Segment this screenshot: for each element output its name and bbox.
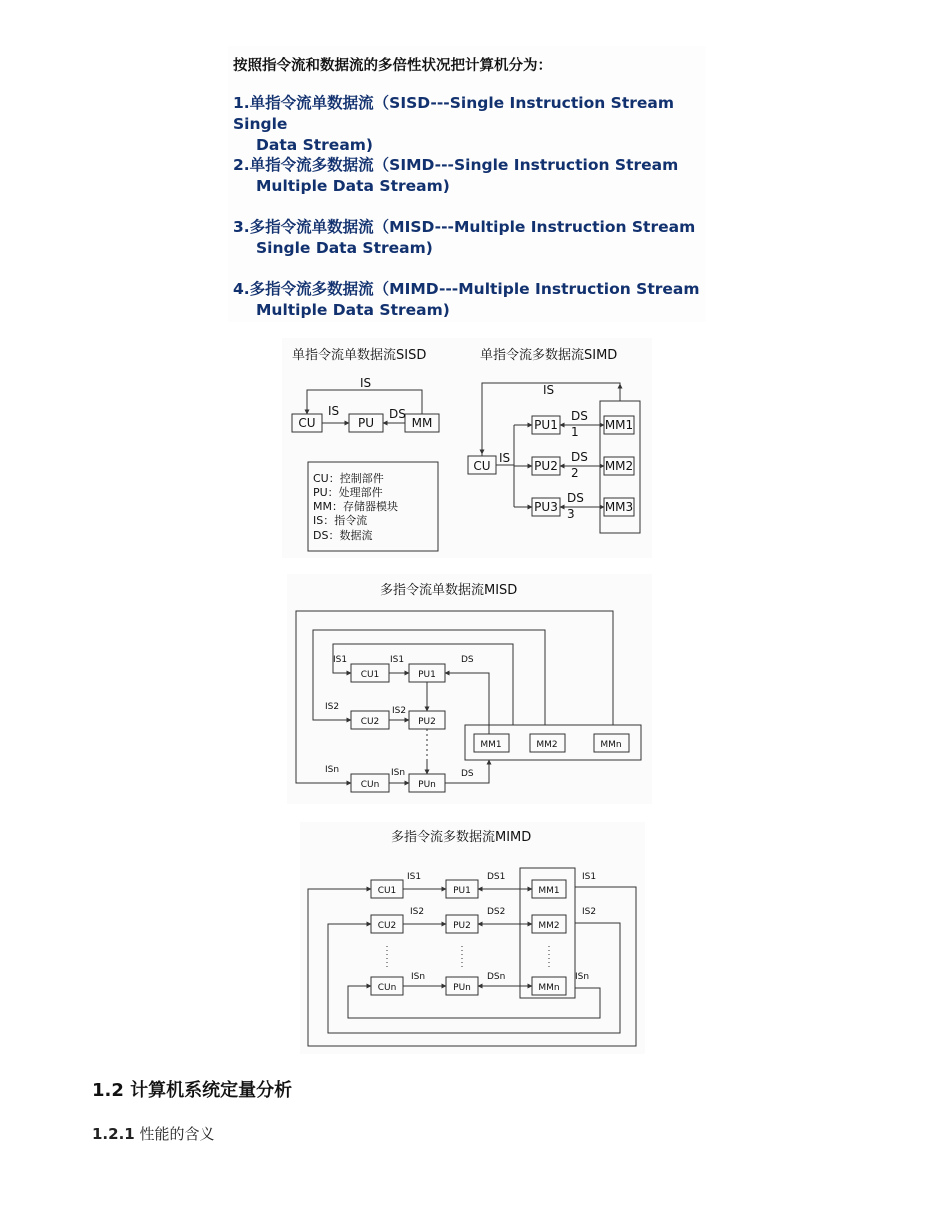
legend-item: DS：数据流 — [313, 529, 373, 542]
sisd-simd-figure — [282, 338, 652, 558]
list-item — [233, 279, 708, 321]
misd-ds-label: DS — [461, 655, 474, 665]
simd-title: 单指令流多数据流SIMD — [480, 348, 618, 363]
mimd-is-right-label: ISn — [575, 972, 590, 982]
misd-cun-label: CUn — [360, 780, 380, 790]
section-heading: 1.2 计算机系统定量分析 — [92, 1080, 293, 1101]
item-line: Multiple Data Stream) — [256, 301, 450, 319]
mimd-is-label: IS2 — [410, 907, 425, 917]
item-line: 1.单指令流单数据流（SISD---Single Instruction Stream Single — [233, 94, 674, 133]
simd-is-top-label: IS — [543, 383, 555, 397]
legend-item: IS：指令流 — [313, 514, 368, 527]
simd-ds-index: 2 — [571, 466, 579, 480]
legend-item: PU：处理部件 — [313, 486, 383, 499]
misd-figure — [287, 574, 652, 804]
mimd-ds-label: DSn — [487, 972, 506, 982]
misd-pu2-label: PU2 — [418, 717, 436, 727]
mimd-cu1-label: CU1 — [377, 886, 397, 896]
misd-cu1-label: CU1 — [360, 670, 380, 680]
sisd-mm-label: MM — [411, 416, 433, 430]
misd-cu2-label: CU2 — [360, 717, 380, 727]
misd-is-left-label: ISn — [325, 765, 340, 775]
subsection-heading — [92, 1123, 215, 1144]
mimd-mmn-label: MMn — [538, 983, 560, 993]
item-line: Data Stream) — [256, 136, 374, 154]
item-line: 3.多指令流单数据流（MISD---Multiple Instruction Stream — [233, 218, 696, 236]
simd-mm1-label: MM1 — [604, 418, 634, 432]
simd-ds-index: 3 — [567, 507, 575, 521]
legend-item: CU：控制部件 — [313, 472, 384, 485]
intro-block — [228, 46, 706, 322]
simd-pu1-label: PU1 — [534, 418, 558, 432]
misd-is-left-label: IS1 — [333, 655, 348, 665]
simd-ds-index: 1 — [571, 425, 579, 439]
simd-ds-label: DS — [567, 491, 584, 505]
sisd-is-label: IS — [328, 404, 340, 418]
item-line: 4.多指令流多数据流（MIMD---Multiple Instruction Stream — [233, 280, 700, 298]
mimd-mm1-label: MM1 — [538, 886, 560, 896]
subsection-number: 1.2.1 — [92, 1125, 135, 1143]
item-line: Single Data Stream) — [256, 239, 433, 257]
misd-is-mid-label: IS2 — [392, 706, 407, 716]
misd-is-mid-label: IS1 — [390, 655, 405, 665]
sisd-title: 单指令流单数据流SISD — [292, 348, 427, 363]
mimd-ds-label: DS1 — [487, 872, 506, 882]
simd-mm3-label: MM3 — [604, 500, 634, 514]
simd-cu-label: CU — [473, 459, 491, 473]
mimd-is-label: ISn — [411, 972, 426, 982]
misd-is1-loop — [333, 644, 513, 725]
misd-title: 多指令流单数据流MISD — [380, 583, 518, 598]
misd-is-mid-label: ISn — [391, 768, 406, 778]
mimd-ds-label: DS2 — [487, 907, 506, 917]
mimd-pun-label: PUn — [453, 983, 471, 993]
misd-mm1-label: MM1 — [480, 740, 502, 750]
sisd-ds-label: DS — [389, 407, 406, 421]
misd-mmn-label: MMn — [600, 740, 622, 750]
misd-pu1-label: PU1 — [418, 670, 436, 680]
sisd-is-top-label: IS — [360, 376, 372, 390]
misd-isn-loop — [296, 611, 613, 783]
mimd-is-right-label: IS1 — [582, 872, 597, 882]
intro-title: 按照指令流和数据流的多倍性状况把计算机分为： — [233, 58, 552, 74]
simd-pu2-label: PU2 — [534, 459, 558, 473]
list-item — [233, 217, 708, 259]
misd-is-left-label: IS2 — [325, 702, 340, 712]
subsection-title: 性能的含义 — [139, 1125, 215, 1143]
mimd-is-right-label: IS2 — [582, 907, 597, 917]
simd-ds-label: DS — [571, 450, 588, 464]
mimd-is-label: IS1 — [407, 872, 422, 882]
misd-ds-label: DS — [461, 769, 474, 779]
legend-item: MM：存储器模块 — [313, 500, 398, 513]
mimd-pu1-label: PU1 — [453, 886, 471, 896]
mimd-pu2-label: PU2 — [453, 921, 471, 931]
sisd-pu-label: PU — [357, 416, 375, 430]
mimd-figure — [300, 822, 645, 1054]
misd-mm2-label: MM2 — [536, 740, 558, 750]
mimd-cu2-label: CU2 — [377, 921, 397, 931]
sisd-cu-label: CU — [298, 416, 316, 430]
mimd-title: 多指令流多数据流MIMD — [391, 830, 532, 845]
misd-pun-label: PUn — [418, 780, 436, 790]
list-item — [233, 155, 708, 197]
mimd-mm2-label: MM2 — [538, 921, 560, 931]
mimd-cun-label: CUn — [377, 983, 397, 993]
list-item — [233, 93, 708, 156]
simd-ds-label: DS — [571, 409, 588, 423]
item-line: Multiple Data Stream) — [256, 177, 450, 195]
simd-is-label: IS — [499, 451, 511, 465]
simd-pu3-label: PU3 — [534, 500, 558, 514]
simd-mm2-label: MM2 — [604, 459, 634, 473]
item-line: 2.单指令流多数据流（SIMD---Single Instruction Stream — [233, 156, 679, 174]
